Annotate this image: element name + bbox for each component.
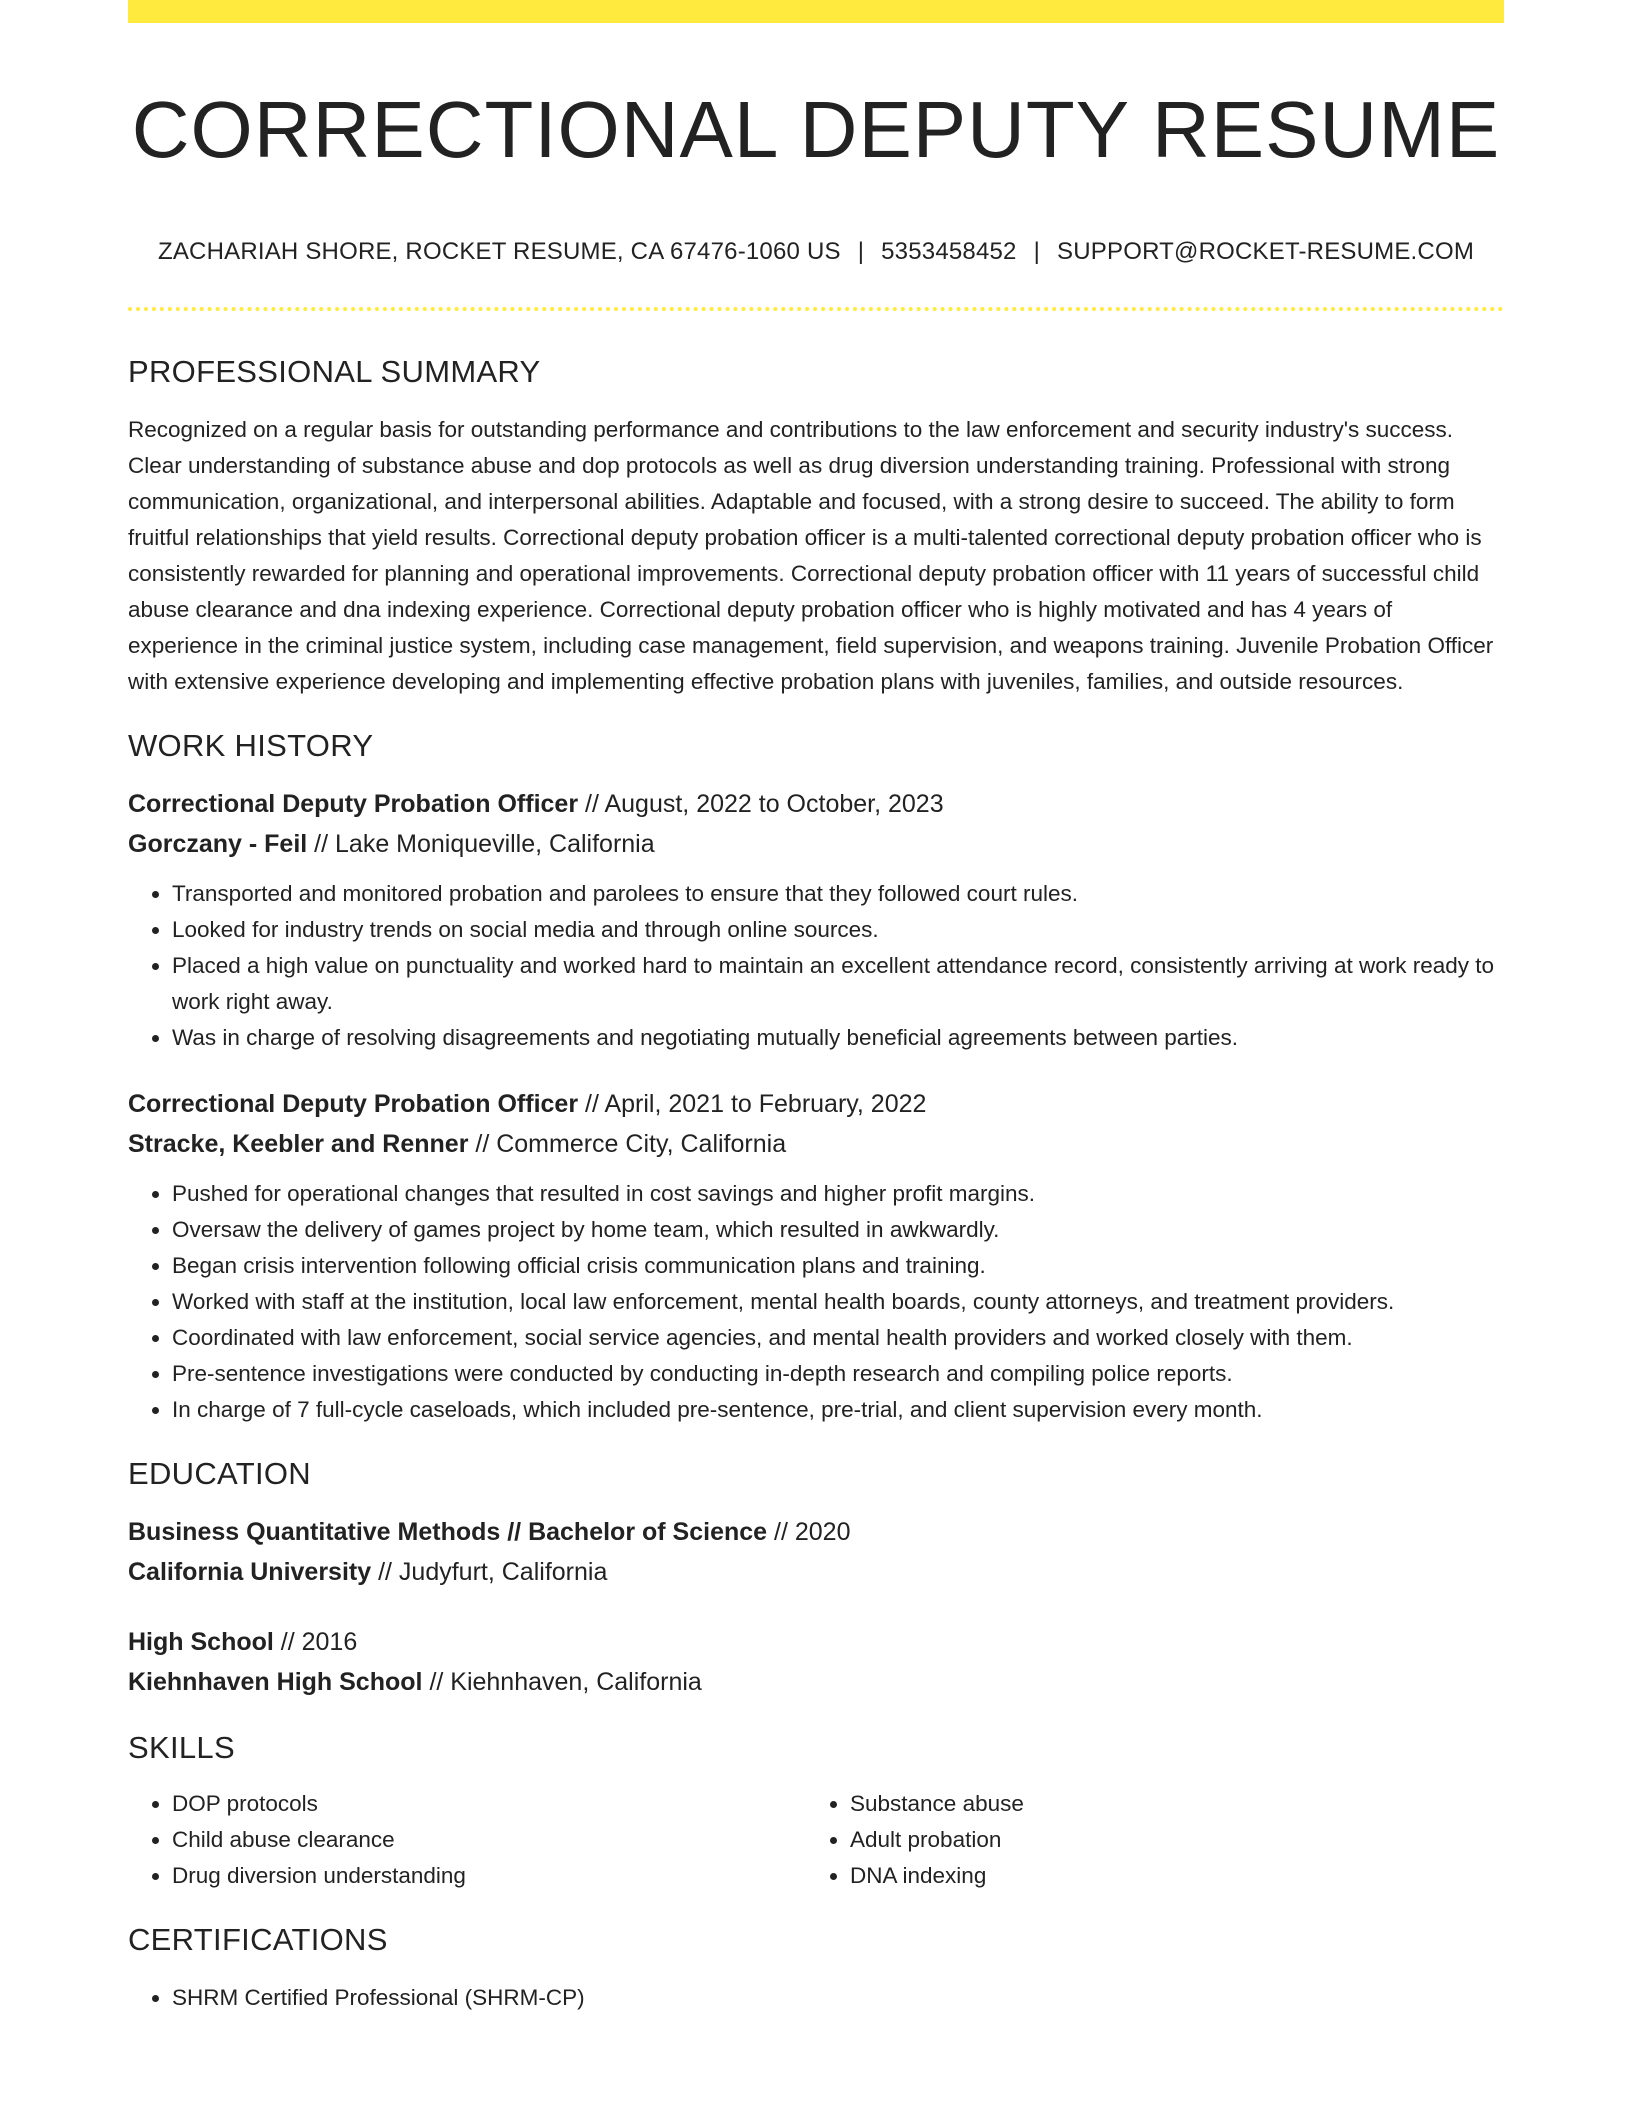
job-title-line xyxy=(128,784,1504,824)
section-heading-education: EDUCATION xyxy=(128,1456,311,1491)
education-degree-line xyxy=(128,1622,1504,1662)
education-location: // Kiehnhaven, California xyxy=(429,1668,702,1696)
job-bullet: • Placed a high value on punctuality and worked hard to maintain an excellent attendance record, consistently arriving at work ready to work right away. xyxy=(172,948,1504,1020)
resume-title: CORRECTIONAL DEPUTY RESUME xyxy=(131,85,1501,174)
education-school: Kiehnhaven High School xyxy=(128,1668,423,1696)
education-entry xyxy=(128,1512,1504,1592)
contact-address: ZACHARIAH SHORE, ROCKET RESUME, CA 67476-1060 US xyxy=(157,238,841,265)
section-heading-certifications: CERTIFICATIONS xyxy=(128,1922,388,1957)
job-bullet: • Oversaw the delivery of games project by home team, which resulted in awkwardly. xyxy=(172,1212,1504,1248)
education-degree: High School xyxy=(128,1628,274,1656)
education-location: // Judyfurt, California xyxy=(378,1558,608,1586)
skills-grid xyxy=(128,1786,1504,1894)
certifications-list xyxy=(128,1980,1504,2016)
job-employer-line xyxy=(128,1124,1504,1164)
skills-column-right xyxy=(806,1786,1490,1894)
section-heading-work-history: WORK HISTORY xyxy=(128,728,374,763)
job-location: // Commerce City, California xyxy=(475,1130,787,1158)
job-employer-line xyxy=(128,824,1504,864)
job-entry xyxy=(128,784,1504,1056)
contact-line xyxy=(128,236,1504,268)
job-bullet: • Looked for industry trends on social media and through online sources. xyxy=(172,912,1504,948)
education-degree-line xyxy=(128,1512,1504,1552)
job-employer: Gorczany - Feil xyxy=(128,830,308,858)
job-bullet: • Was in charge of resolving disagreements and negotiating mutually beneficial agreements between parties. xyxy=(172,1020,1504,1056)
skill-item: • DOP protocols xyxy=(172,1786,806,1822)
education-school-line xyxy=(128,1662,1504,1702)
job-bullet: • Pre-sentence investigations were conducted by conducting in-depth research and compiling police reports. xyxy=(172,1356,1504,1392)
education-school-line xyxy=(128,1552,1504,1592)
contact-separator: | xyxy=(857,238,865,265)
job-title: Correctional Deputy Probation Officer xyxy=(128,790,579,818)
job-bullet: • Worked with staff at the institution, local law enforcement, mental health boards, county attorneys, and treatment providers. xyxy=(172,1284,1504,1320)
education-school: California University xyxy=(128,1558,372,1586)
job-bullet: • Pushed for operational changes that resulted in cost savings and higher profit margins. xyxy=(172,1176,1504,1212)
summary-text: Recognized on a regular basis for outstanding performance and contributions to the law enforcement and security industry's success. Clear understanding of substance abuse and dop protocols as well as drug diversion understanding training. Professional with strong communication, organizational, and interpersonal abilities. Adaptable and focused, with a strong desire to succeed. The ability to form fruitful relationships that yield results. Correctional deputy probation officer is a multi-talented correctional deputy probation officer who is consistently rewarded for planning and operational improvements. Correctional deputy probation officer with 11 years of successful child abuse clearance and dna indexing experience. Correctional deputy probation officer who is highly motivated and has 4 years of experience in the criminal justice system, including case management, field supervision, and weapons training. Juvenile Probation Officer with extensive experience developing and implementing effective probation plans with juveniles, families, and outside resources. xyxy=(128,417,1494,694)
job-dates: // April, 2021 to February, 2022 xyxy=(585,1090,927,1118)
job-bullet: • Coordinated with law enforcement, social service agencies, and mental health providers and worked closely with them. xyxy=(172,1320,1504,1356)
education-entry xyxy=(128,1622,1504,1702)
skills-column-left xyxy=(128,1786,806,1894)
top-accent-bar xyxy=(128,0,1504,23)
section-heading-skills: SKILLS xyxy=(128,1730,235,1765)
job-bullet: • Transported and monitored probation and parolees to ensure that they followed court rules. xyxy=(172,876,1504,912)
skill-item: • Drug diversion understanding xyxy=(172,1858,806,1894)
dotted-divider xyxy=(128,307,1504,311)
skill-item: • Adult probation xyxy=(850,1822,1490,1858)
section-heading-summary: PROFESSIONAL SUMMARY xyxy=(128,354,541,389)
job-bullets xyxy=(128,876,1504,1056)
job-bullet: • Began crisis intervention following official crisis communication plans and training. xyxy=(172,1248,1504,1284)
job-location: // Lake Moniqueville, California xyxy=(314,830,655,858)
resume-body xyxy=(128,352,1504,2016)
skill-item: • DNA indexing xyxy=(850,1858,1490,1894)
job-entry xyxy=(128,1084,1504,1428)
certification-item: • SHRM Certified Professional (SHRM-CP) xyxy=(172,1980,1504,2016)
skill-item: • Child abuse clearance xyxy=(172,1822,806,1858)
education-degree: Business Quantitative Methods // Bachelor of Science xyxy=(128,1518,768,1546)
job-employer: Stracke, Keebler and Renner xyxy=(128,1130,469,1158)
job-bullet: • In charge of 7 full-cycle caseloads, which included pre-sentence, pre-trial, and client supervision every month. xyxy=(172,1392,1504,1428)
job-bullets xyxy=(128,1176,1504,1428)
contact-email: SUPPORT@ROCKET-RESUME.COM xyxy=(1057,238,1475,265)
job-title: Correctional Deputy Probation Officer xyxy=(128,1090,579,1118)
skill-item: • Substance abuse xyxy=(850,1786,1490,1822)
contact-separator: | xyxy=(1033,238,1041,265)
job-dates: // August, 2022 to October, 2023 xyxy=(585,790,944,818)
contact-phone: 5353458452 xyxy=(881,238,1017,265)
education-year: // 2020 xyxy=(774,1518,851,1546)
education-year: // 2016 xyxy=(280,1628,358,1656)
job-title-line xyxy=(128,1084,1504,1124)
